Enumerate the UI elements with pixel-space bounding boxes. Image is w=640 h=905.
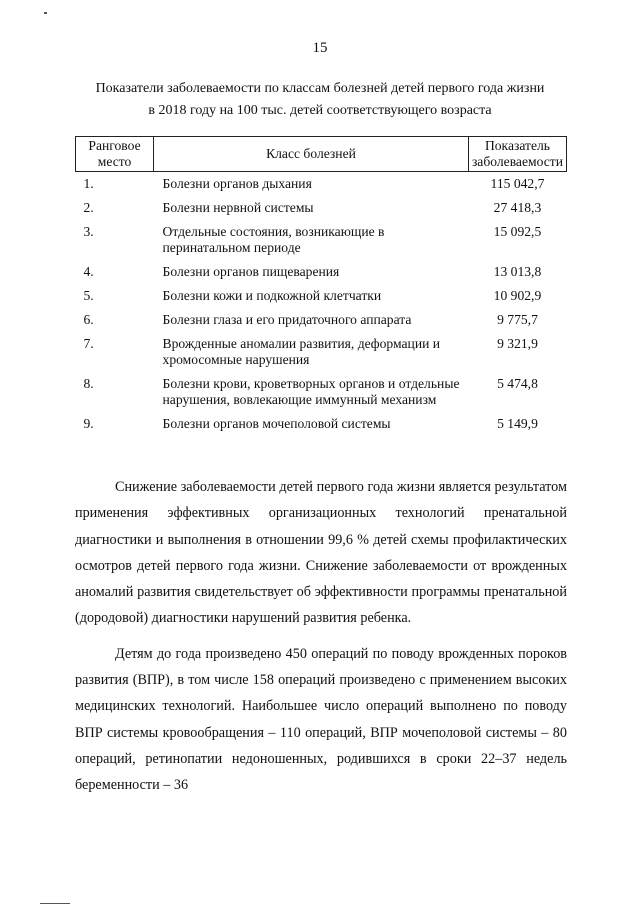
header-value-line-1: Показатель <box>484 138 550 153</box>
header-value-line-2: заболеваемости <box>471 154 563 169</box>
title-line-1: Показатели заболеваемости по классам болезней детей первого года жизни <box>95 81 545 96</box>
row-class: Болезни кожи и подкожной клетчатки <box>162 288 382 303</box>
row-value: 13 013,8 <box>493 264 542 279</box>
body-text <box>75 474 567 808</box>
row-class: Болезни органов пищеварения <box>162 264 340 279</box>
scan-mark <box>40 903 70 904</box>
table-row <box>76 196 567 220</box>
row-value: 5 149,9 <box>497 416 538 431</box>
row-rank: 2. <box>83 200 94 215</box>
row-value: 5 474,8 <box>497 376 538 391</box>
row-class: Болезни органов мочеполовой системы <box>162 416 391 431</box>
row-rank: 1. <box>83 176 94 191</box>
row-rank: 3. <box>83 224 94 239</box>
row-class: Врожденные аномалии развития, деформации и хромосомные нарушения <box>162 336 441 367</box>
table-header-row <box>76 137 567 172</box>
row-class: Болезни нервной системы <box>162 200 314 215</box>
table-row <box>76 412 567 436</box>
paragraph: Детям до года произведено 450 операций по поводу врожденных пороков развития (ВПР), в том числе 158 операций произведено с применением высоких медицинских технологий. Наибольшее число операций выполнено по поводу ВПР системы кровообращения – 110 операций, ВПР мочеполовой системы – 80 операций, ретинопатии недоношенных, родившихся в сроки 22–37 недель беременности – 36 <box>75 645 567 794</box>
row-class: Болезни глаза и его придаточного аппарата <box>162 312 412 327</box>
table-row <box>76 284 567 308</box>
row-rank: 9. <box>83 416 94 431</box>
row-class: Болезни крови, кроветворных органов и отдельные нарушения, вовлекающие иммунный механизм <box>162 376 460 407</box>
row-value: 10 902,9 <box>493 288 542 303</box>
paragraph: Снижение заболеваемости детей первого года жизни является результатом применения эффективных организационных технологий пренатальной диагностики и выполнения в отношении 99,6 % детей схемы профилактических осмотров детей первого года жизни. Снижение заболеваемости от врожденных аномалий развития свидетельствует об эффективности программы пренатальной (дородовой) диагностики нарушений развития ребенка. <box>75 479 567 627</box>
row-rank: 8. <box>83 376 94 391</box>
row-value: 27 418,3 <box>493 200 542 215</box>
row-value: 115 042,7 <box>490 176 545 191</box>
table-row <box>76 220 567 260</box>
row-rank: 7. <box>83 336 94 351</box>
scan-mark <box>44 12 47 14</box>
header-class: Класс болезней <box>154 137 469 172</box>
table-row <box>76 372 567 412</box>
table-row <box>76 308 567 332</box>
row-value: 9 321,9 <box>497 336 538 351</box>
table-row <box>76 332 567 372</box>
header-value <box>468 137 566 172</box>
title-line-2: в 2018 году на 100 тыс. детей соответствующего возраста <box>148 103 492 118</box>
row-value: 15 092,5 <box>493 224 542 239</box>
row-rank: 6. <box>83 312 94 327</box>
table-title <box>55 78 585 122</box>
row-class: Болезни органов дыхания <box>162 176 312 191</box>
header-rank-line-1: Ранговое <box>88 138 141 153</box>
row-class: Отдельные состояния, возникающие в перинатальном периоде <box>162 224 385 255</box>
morbidity-table <box>75 136 567 436</box>
row-rank: 5. <box>83 288 94 303</box>
page-number: 15 <box>312 40 328 56</box>
table-row <box>76 172 567 197</box>
header-rank-line-2: место <box>97 154 132 169</box>
row-value: 9 775,7 <box>497 312 538 327</box>
table-row <box>76 260 567 284</box>
header-rank <box>76 137 154 172</box>
row-rank: 4. <box>83 264 94 279</box>
